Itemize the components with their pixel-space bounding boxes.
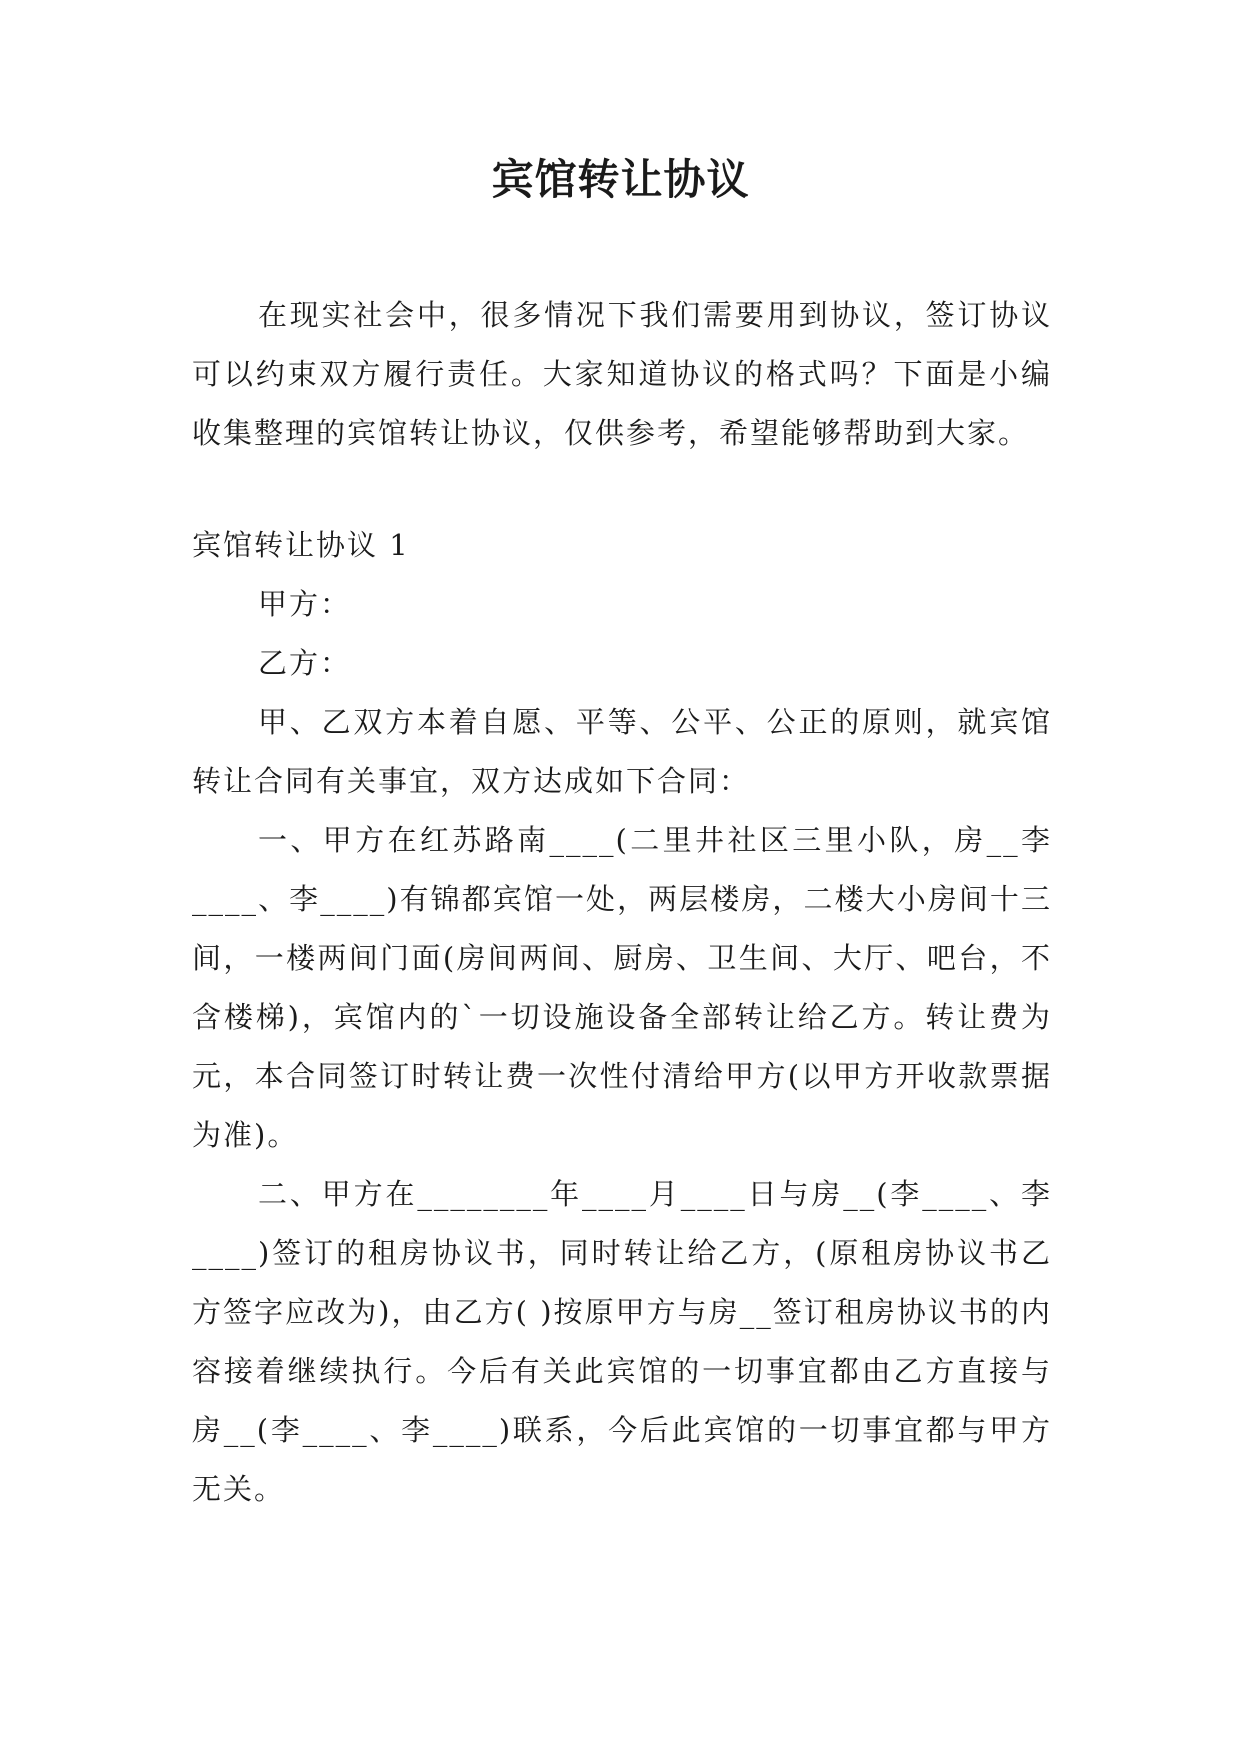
clause-one: 一、甲方在红苏路南____(二里井社区三里小队，房__李____、李____)有锦都宾馆一处，两层楼房，二楼大小房间十三间，一楼两间门面(房间两间、厨房、卫生间、大厅、吧台，不含楼梯)，宾馆内的`一切设施设备全部转让给乙方。转让费为元，本合同签订时转让费一次性付清给甲方(以甲方开收款票据为准)。 — [192, 823, 1052, 1152]
clause-two: 二、甲方在________年____月____日与房__(李____、李____)签订的租房协议书，同时转让给乙方，(原租房协议书乙方签字应改为)，由乙方( )按原甲方与房__签订租房协议书的内容接着继续执行。今后有关此宾馆的一切事宜都由乙方直接与房__(李____、李____)联系，今后此宾馆的一切事宜都与甲方无关。 — [192, 1177, 1052, 1506]
document-body — [192, 286, 1052, 1519]
party-a-label: 甲方： — [258, 587, 352, 621]
party-b-label: 乙方： — [258, 646, 352, 680]
agreement-preamble: 甲、乙双方本着自愿、平等、公平、公正的原则，就宾馆转让合同有关事宜，双方达成如下合同： — [192, 705, 1052, 798]
spacer — [192, 463, 1052, 516]
section-heading: 宾馆转让协议 1 — [192, 528, 410, 562]
intro-paragraph: 在现实社会中，很多情况下我们需要用到协议，签订协议可以约束双方履行责任。大家知道协议的格式吗？下面是小编收集整理的宾馆转让协议，仅供参考，希望能够帮助到大家。 — [192, 298, 1052, 450]
document-title: 宾馆转让协议 — [491, 155, 750, 204]
